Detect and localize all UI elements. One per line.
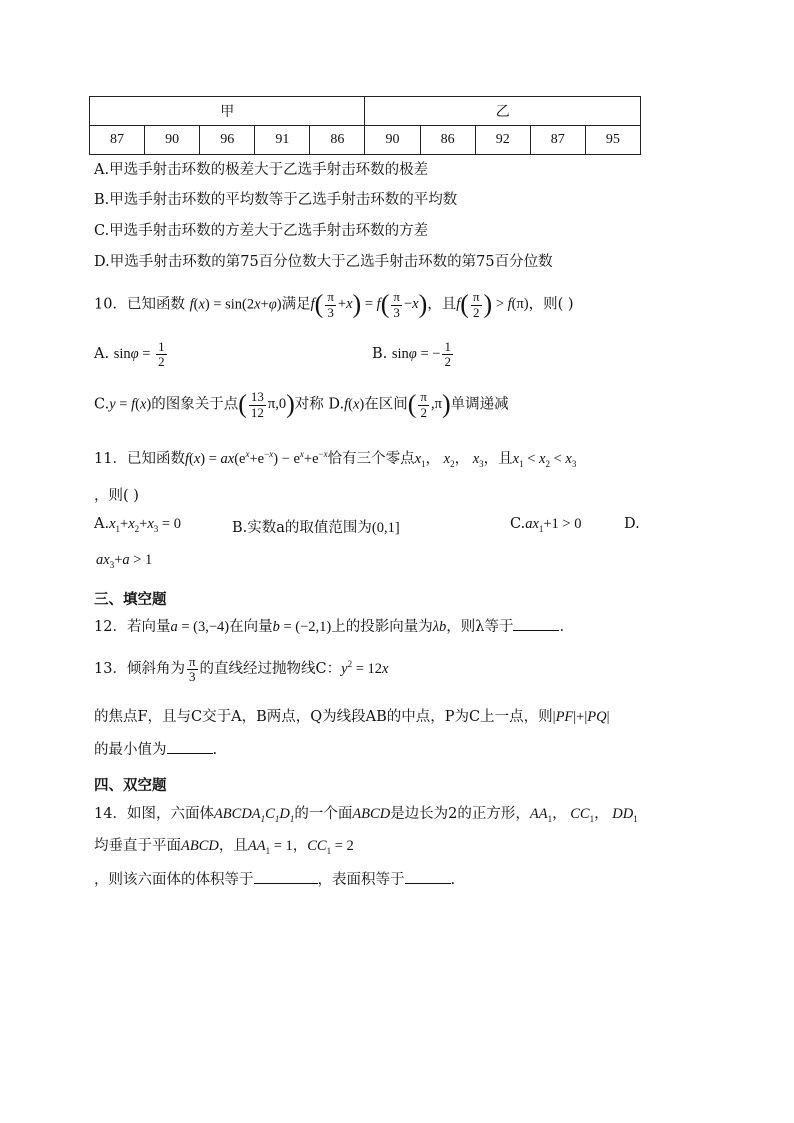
q13-line3: [94, 738, 217, 759]
q12-end: ，则λ等于: [446, 619, 514, 635]
table-cell: 86: [310, 126, 365, 155]
q13-tail: .: [212, 742, 218, 758]
score-table: [89, 96, 641, 155]
q14-stem: 14．如图，六面体$ABCDA_1C_1D_1$的一个面ABCD是边长为2的正方形，$AA_1$， $CC_1$， $DD_1$: [94, 806, 638, 824]
q14-line3b: ，表面积等于: [317, 872, 405, 888]
table-cell: 86: [420, 126, 475, 155]
q11-option-d: $ax_3+a > 1$: [96, 552, 153, 570]
q14-line3a: ，则该六面体的体积等于: [94, 872, 254, 888]
q11-option-c: $C.ax_1+1 > 0$: [510, 516, 582, 534]
q13-line2: 的焦点F，且与C交于A，B两点，Q为线段AB的中点，P为C上一点，则|PF|+|PQ|: [94, 709, 610, 725]
q10-option-d-end: 单调递减: [450, 396, 509, 413]
q9-option-d: D.甲选手射击环数的第75百分位数大于乙选手射击环数的第75百分位数: [94, 254, 553, 270]
q9-option-c: C.甲选手射击环数的方差大于乙选手射击环数的方差: [94, 223, 429, 239]
q12-lead: 12．若向量: [94, 619, 171, 635]
q11-option-b: B.实数a的取值范围为(0,1]: [232, 520, 400, 536]
q13-stem: 13．倾斜角为 $\frac{\pi}{3}$ 的直线经过抛物线C：$y^2 = 12x$: [94, 654, 389, 685]
table-cell: 96: [200, 126, 255, 155]
q13-mid: 的直线经过抛物线C：: [199, 661, 342, 678]
answer-blank-surface-area[interactable]: [405, 871, 451, 884]
q10-option-c-label: C.: [94, 396, 110, 413]
q11-and: ，且: [483, 451, 513, 467]
q14-mid1: 的一个面: [294, 806, 353, 822]
q14-line3: [94, 868, 455, 889]
q10-stem: [94, 290, 574, 320]
table-header-row: [90, 97, 641, 126]
q10-option-d-mid: 在区间: [364, 396, 408, 413]
q11-lead: 11．已知函数: [94, 451, 185, 467]
table-cell: 87: [90, 126, 145, 155]
q9-option-b: B.甲选手射击环数的平均数等于乙选手射击环数的平均数: [94, 192, 458, 208]
q10-func: f(x) = sin(2x+φ): [189, 296, 282, 313]
q14-mid2: 是边长为2的正方形，: [390, 806, 530, 822]
q10-then: ，则( ): [528, 296, 574, 313]
q10-options-cd: C.y = f(x)的图象关于点( $\frac{13}{12}$ π,0)对称 D.f(x)在区间( $\frac{\pi}{2}$ ,π)单调递减: [94, 389, 509, 420]
q10-option-a-label: A.: [94, 346, 110, 363]
table-header-jia: 甲: [90, 97, 365, 126]
table-cell: 90: [145, 126, 200, 155]
answer-blank-volume[interactable]: [254, 871, 318, 884]
q10-option-c-end: 对称: [294, 396, 324, 413]
q12-mid2: 上的投影向量为: [331, 619, 433, 635]
table-row: [90, 126, 641, 155]
q10-cond2: f( $\frac{\pi}{2}$ ) > f(π): [456, 289, 529, 320]
section-heading-double-blank: 四、双空题: [94, 778, 167, 794]
q11-option-a: $A.x_1+x_2+x_3 = 0$: [94, 516, 181, 534]
q10-option-c-mid: 的图象关于点: [151, 396, 239, 413]
q11-option-a-label: A.: [94, 516, 110, 532]
q11-option-d-label: D.: [624, 516, 640, 532]
q13-line2-text: 的焦点F，且与C交于A，B两点，Q为线段AB的中点，P为C上一点，则: [94, 709, 553, 725]
q11-mid: 恰有三个零点: [327, 451, 415, 467]
q10-option-a: A. sinφ = $\frac{1}{2}$: [94, 339, 165, 370]
q12-tail: .: [559, 619, 565, 635]
table-cell: 90: [365, 126, 420, 155]
section-heading-fill-in: 三、填空题: [94, 592, 167, 608]
q13-lead: 13．倾斜角为: [94, 661, 185, 678]
answer-blank[interactable]: [513, 618, 559, 631]
q11-stem: 11．已知函数$f(x) = ax(e^x+e^{-x}) - e^x+e^{-x}$恰有三个零点$x_1$， $x_2$， $x_3$，且$x_1 < x_2 < x_3$: [94, 449, 577, 469]
q10-and: ，且: [427, 296, 457, 313]
q9-option-a: A.甲选手射击环数的极差大于乙选手射击环数的极差: [94, 162, 429, 178]
q14-line2a: 均垂直于平面: [94, 838, 181, 854]
answer-blank[interactable]: [167, 741, 213, 754]
q10-option-b: B. sinφ = − $\frac{1}{2}$: [372, 339, 451, 370]
q10-lead: 10．已知函数: [94, 296, 185, 313]
q12-mid1: 在向量: [229, 619, 273, 635]
q10-satisfy: 满足: [281, 296, 311, 313]
q11-then: ，则( ): [94, 488, 139, 504]
q14-lead: 14．如图，六面体: [94, 806, 214, 822]
table-cell: 91: [255, 126, 310, 155]
q14-line2b: ，且: [218, 838, 248, 854]
q12-stem: 12．若向量a = (3,−4)在向量b = (−2,1)上的投影向量为λb，则λ等于 .: [94, 619, 565, 635]
table-cell: 92: [475, 126, 530, 155]
q13-line3-text: 的最小值为: [94, 742, 167, 758]
q14-line2: 均垂直于平面ABCD，且$AA_1 = 1$，$CC_1 = 2$: [94, 838, 354, 856]
q10-cond1: f( $\frac{\pi}{3}$ +x) = f( $\frac{\pi}{3}$ −x): [310, 289, 428, 320]
q10-option-b-label: B.: [372, 346, 388, 363]
table-header-yi: 乙: [365, 97, 641, 126]
q14-tail: .: [450, 872, 456, 888]
q11-option-b-label: B.实数a的取值范围为: [232, 520, 372, 536]
table-cell: 87: [530, 126, 585, 155]
q10-option-d-label: D.: [328, 396, 345, 413]
q11-option-c-label: C.: [510, 516, 526, 532]
table-cell: 95: [585, 126, 640, 155]
